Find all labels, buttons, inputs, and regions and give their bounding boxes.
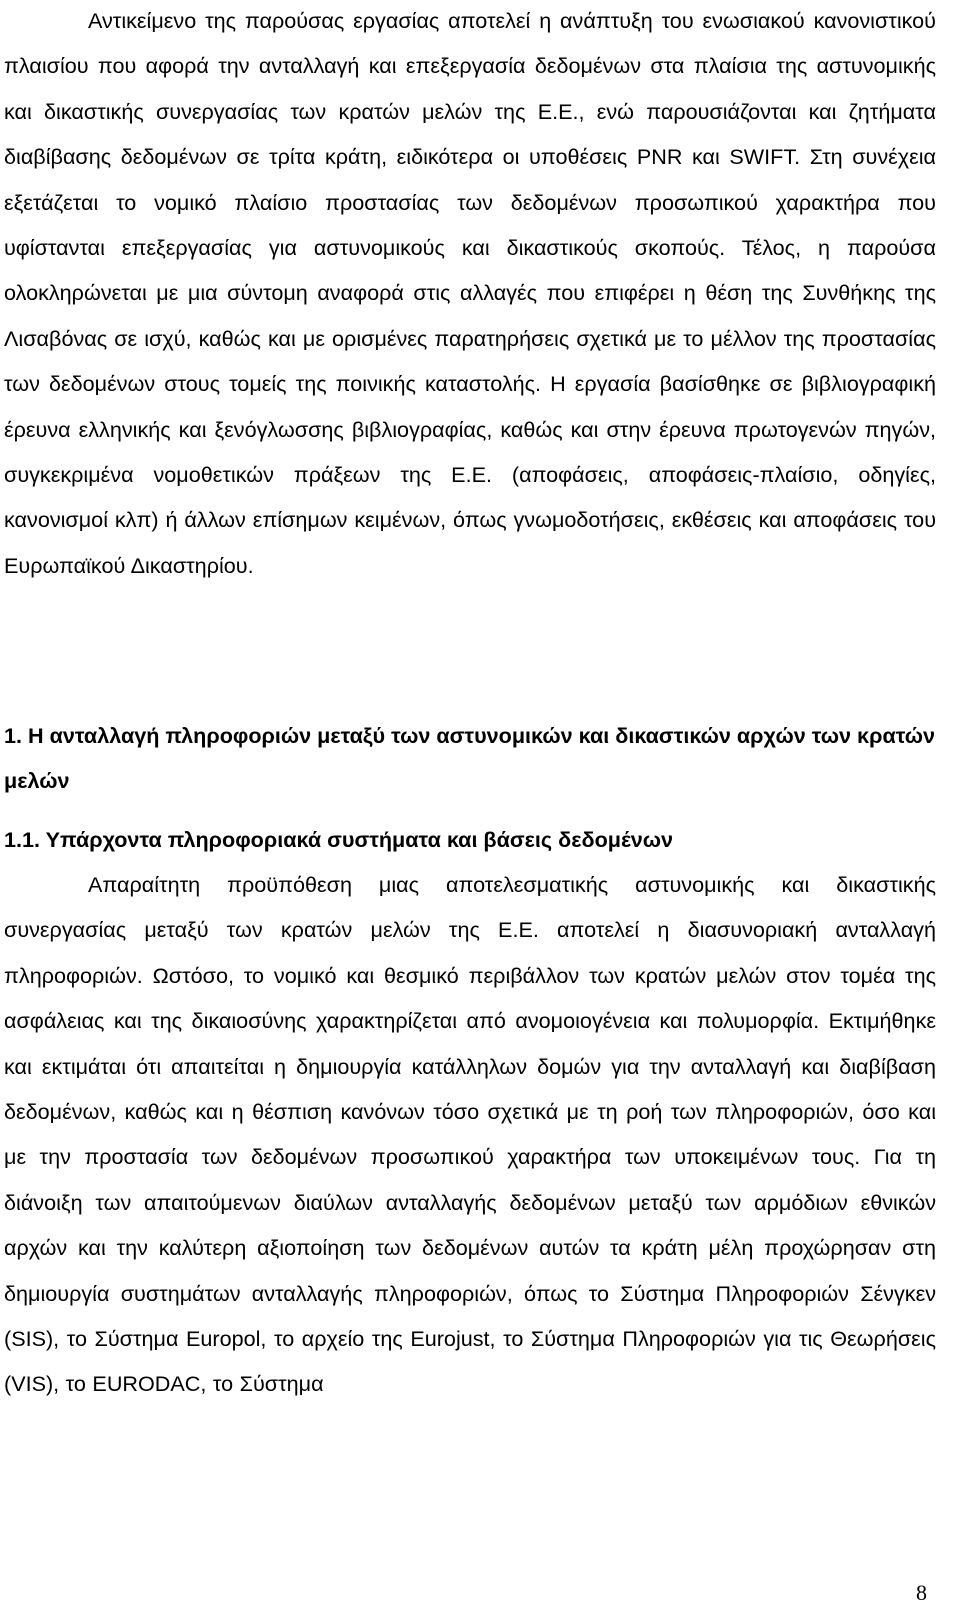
page-number: 8 [916, 1580, 927, 1605]
body-paragraph: Απαραίτητη προϋπόθεση μιας αποτελεσματικής αστυνομικής και δικαστικής συνεργασίας μεταξύ των κρατών μελών της Ε.Ε. αποτελεί η διασυνοριακή ανταλλαγή πληροφοριών. Ωστόσο, το νομικό και θεσμικό περιβάλλον των κρατών μελών στον τομέα της ασφάλειας και της δικαιοσύνης χαρακτηρίζεται από ανομοιογένεια και πολυμορφία. Εκτιμήθηκε και εκτιμάται ότι απαιτείται η δημιουργία κατάλληλων δομών για την ανταλλαγή και διαβίβαση δεδομένων, καθώς και η θέσπιση κανόνων τόσο σχετικά με τη ροή των πληροφοριών, όσο και με την προστασία των δεδομένων προσωπικού χαρακτήρα των υποκειμένων τους. Για τη διάνοιξη των απαιτούμενων διαύλων ανταλλαγής δεδομένων μεταξύ των αρμόδιων εθνικών αρχών και την καλύτερη αξιοποίηση των δεδομένων αυτών τα κράτη μέλη προχώρησαν στη δημιουργία συστημάτων ανταλλαγής πληροφοριών, όπως το Σύστημα Πληροφοριών Σένγκεν (SIS), το Σύστημα Europol, το αρχείο της Eurojust, το Σύστημα Πληροφοριών για τις Θεωρήσεις (VIS), το EURODAC, το Σύστημα [4, 872, 936, 1397]
intro-paragraph: Αντικείμενο της παρούσας εργασίας αποτελεί η ανάπτυξη του ενωσιακού κανονιστικού πλαισίου που αφορά την ανταλλαγή και επεξεργασία δεδομένων στα πλαίσια της αστυνομικής και δικαστικής συνεργασίας των κρατών μελών της Ε.Ε., ενώ παρουσιάζονται και ζητήματα διαβίβασης δεδομένων σε τρίτα κράτη, ειδικότερα οι υποθέσεις PNR και SWIFT. Στη συνέχεια εξετάζεται το νομικό πλαίσιο προστασίας των δεδομένων προσωπικού χαρακτήρα που υφίστανται επεξεργασίας για αστυνομικούς και δικαστικούς σκοπούς. Τέλος, η παρούσα ολοκληρώνεται με μια σύντομη αναφορά στις αλλαγές που επιφέρει η θέση της Συνθήκης της Λισαβόνας σε ισχύ, καθώς και με ορισμένες παρατηρήσεις σχετικά με το μέλλον της προστασίας των δεδομένων στους τομείς της ποινικής καταστολής. Η εργασία βασίσθηκε σε βιβλιογραφική έρευνα ελληνικής και ξενόγλωσσης βιβλιογραφίας, καθώς και στην έρευνα πρωτογενών πηγών, συγκεκριμένα νομοθετικών πράξεων της Ε.Ε. (αποφάσεις, αποφάσεις-πλαίσιο, οδηγίες, κανονισμοί κλπ) ή άλλων επίσημων κειμένων, όπως γνωμοδοτήσεις, εκθέσεις και αποφάσεις του Ευρωπαϊκού Δικαστηρίου. [4, 8, 936, 578]
section-heading: 1. Η ανταλλαγή πληροφοριών μεταξύ των αστυνομικών και δικαστικών αρχών των κρατών μελών [4, 723, 936, 793]
subsection-heading: 1.1. Υπάρχοντα πληροφοριακά συστήματα και βάσεις δεδομένων [4, 827, 673, 852]
